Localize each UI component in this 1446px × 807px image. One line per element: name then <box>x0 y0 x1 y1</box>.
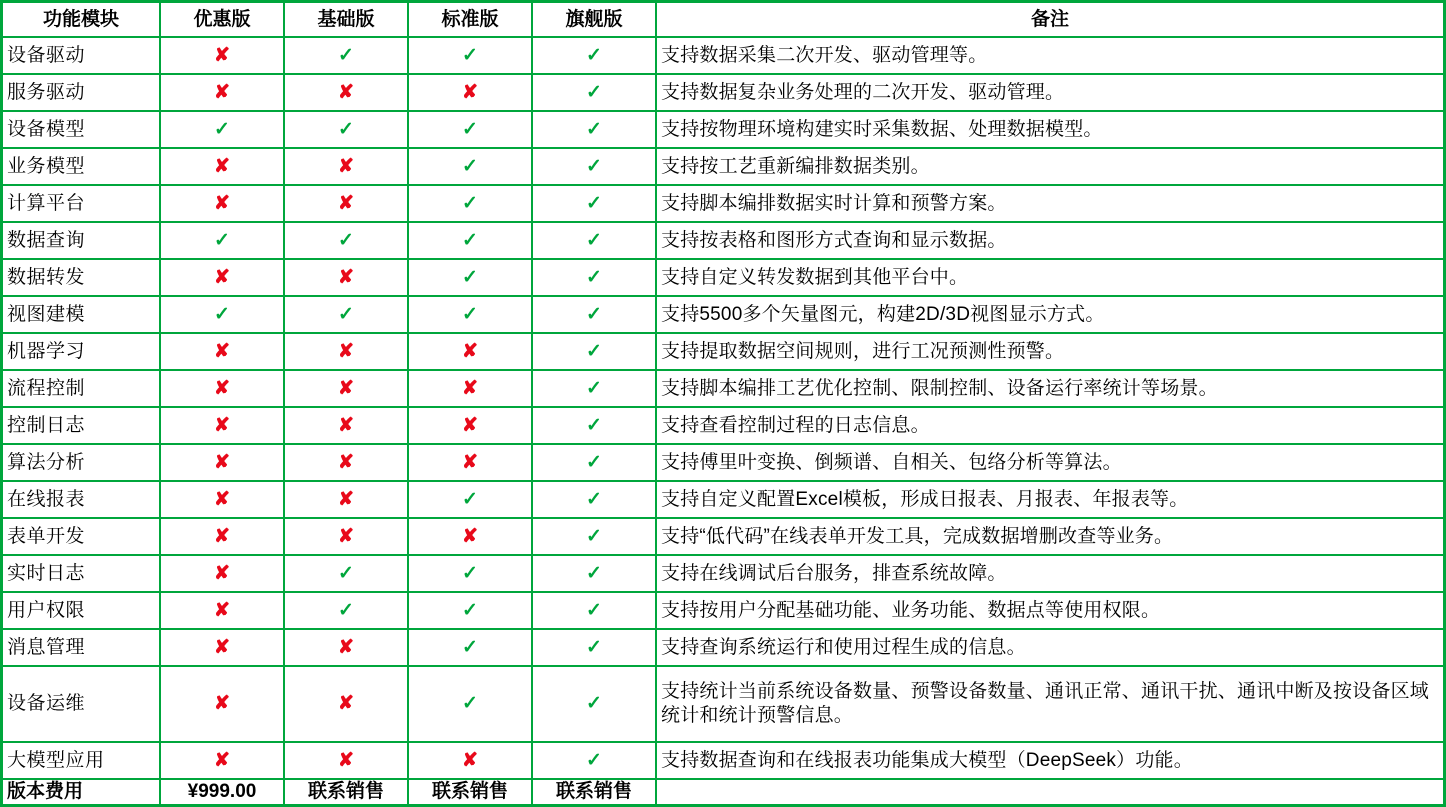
row-module-label: 数据转发 <box>2 259 161 296</box>
cross-icon <box>160 555 284 592</box>
row-module-label: 业务模型 <box>2 148 161 185</box>
check-icon <box>532 555 656 592</box>
check-glyph: ✓ <box>586 414 602 436</box>
cross-glyph: ✘ <box>214 192 230 214</box>
row-module-label: 在线报表 <box>2 481 161 518</box>
cross-glyph: ✘ <box>338 636 354 658</box>
check-icon <box>532 407 656 444</box>
row-module-label: 计算平台 <box>2 185 161 222</box>
check-icon <box>160 111 284 148</box>
cross-glyph: ✘ <box>214 266 230 288</box>
check-icon <box>532 222 656 259</box>
cross-icon <box>160 592 284 629</box>
row-note: 支持自定义转发数据到其他平台中。 <box>656 259 1445 296</box>
check-icon <box>408 592 532 629</box>
check-icon <box>408 666 532 742</box>
row-note: 支持查看控制过程的日志信息。 <box>656 407 1445 444</box>
cross-glyph: ✘ <box>214 451 230 473</box>
footer-price-2: 联系销售 <box>284 779 408 805</box>
check-glyph: ✓ <box>338 562 354 584</box>
check-glyph: ✓ <box>214 229 230 251</box>
cross-glyph: ✘ <box>338 749 354 771</box>
check-icon <box>408 111 532 148</box>
check-glyph: ✓ <box>586 451 602 473</box>
check-glyph: ✓ <box>462 562 478 584</box>
cross-glyph: ✘ <box>338 414 354 436</box>
row-module-label: 设备驱动 <box>2 37 161 74</box>
cross-glyph: ✘ <box>338 266 354 288</box>
cross-icon <box>408 518 532 555</box>
cross-glyph: ✘ <box>338 81 354 103</box>
cross-glyph: ✘ <box>214 525 230 547</box>
cross-glyph: ✘ <box>338 693 354 715</box>
cross-glyph: ✘ <box>338 451 354 473</box>
check-glyph: ✓ <box>214 118 230 140</box>
cross-icon <box>284 259 408 296</box>
row-module-label: 大模型应用 <box>2 742 161 779</box>
check-glyph: ✓ <box>462 44 478 66</box>
footer-note <box>656 779 1445 805</box>
check-glyph: ✓ <box>462 488 478 510</box>
footer-price-3: 联系销售 <box>408 779 532 805</box>
table-row <box>2 629 1445 666</box>
cross-icon <box>160 148 284 185</box>
cross-glyph: ✘ <box>214 340 230 362</box>
check-glyph: ✓ <box>586 693 602 715</box>
row-module-label: 消息管理 <box>2 629 161 666</box>
cross-icon <box>284 481 408 518</box>
cross-icon <box>160 37 284 74</box>
table-row <box>2 555 1445 592</box>
cross-glyph: ✘ <box>338 340 354 362</box>
cross-icon <box>160 407 284 444</box>
row-module-label: 控制日志 <box>2 407 161 444</box>
cross-icon <box>284 518 408 555</box>
table-row <box>2 259 1445 296</box>
check-icon <box>532 370 656 407</box>
row-note: 支持数据查询和在线报表功能集成大模型（DeepSeek）功能。 <box>656 742 1445 779</box>
cross-glyph: ✘ <box>214 693 230 715</box>
cross-icon <box>160 370 284 407</box>
cross-icon <box>160 185 284 222</box>
cross-icon <box>160 666 284 742</box>
cross-icon <box>284 742 408 779</box>
cross-icon <box>284 333 408 370</box>
row-module-label: 实时日志 <box>2 555 161 592</box>
cross-icon <box>160 742 284 779</box>
row-note: 支持脚本编排工艺优化控制、限制控制、设备运行率统计等场景。 <box>656 370 1445 407</box>
table-row <box>2 148 1445 185</box>
cross-icon <box>284 370 408 407</box>
row-note: 支持“低代码”在线表单开发工具，完成数据增删改查等业务。 <box>656 518 1445 555</box>
cross-icon <box>284 629 408 666</box>
cross-icon <box>284 74 408 111</box>
check-icon <box>532 444 656 481</box>
cross-glyph: ✘ <box>338 192 354 214</box>
cross-icon <box>408 742 532 779</box>
check-icon <box>408 481 532 518</box>
cross-glyph: ✘ <box>462 451 478 473</box>
row-module-label: 用户权限 <box>2 592 161 629</box>
cross-icon <box>160 74 284 111</box>
check-icon <box>532 185 656 222</box>
check-icon <box>284 37 408 74</box>
table-body <box>2 37 1445 779</box>
check-icon <box>532 629 656 666</box>
check-glyph: ✓ <box>586 377 602 399</box>
check-icon <box>408 259 532 296</box>
row-note: 支持按工艺重新编排数据类别。 <box>656 148 1445 185</box>
row-module-label: 数据查询 <box>2 222 161 259</box>
check-glyph: ✓ <box>586 525 602 547</box>
check-icon <box>532 333 656 370</box>
row-module-label: 服务驱动 <box>2 74 161 111</box>
check-icon <box>284 296 408 333</box>
table-row <box>2 592 1445 629</box>
footer-label: 版本费用 <box>2 779 161 805</box>
check-glyph: ✓ <box>462 192 478 214</box>
row-note: 支持按表格和图形方式查询和显示数据。 <box>656 222 1445 259</box>
check-icon <box>408 296 532 333</box>
check-glyph: ✓ <box>462 303 478 325</box>
row-note: 支持数据采集二次开发、驱动管理等。 <box>656 37 1445 74</box>
check-glyph: ✓ <box>586 562 602 584</box>
cross-glyph: ✘ <box>462 340 478 362</box>
table-row <box>2 407 1445 444</box>
check-icon <box>284 222 408 259</box>
check-icon <box>532 742 656 779</box>
table-row <box>2 518 1445 555</box>
check-glyph: ✓ <box>462 118 478 140</box>
footer-row <box>2 779 1445 805</box>
check-icon <box>408 555 532 592</box>
row-note: 支持数据复杂业务处理的二次开发、驱动管理。 <box>656 74 1445 111</box>
cross-glyph: ✘ <box>214 562 230 584</box>
table-header <box>2 2 1445 38</box>
header-row <box>2 2 1445 38</box>
check-glyph: ✓ <box>586 749 602 771</box>
check-icon <box>532 148 656 185</box>
cross-icon <box>160 444 284 481</box>
check-glyph: ✓ <box>338 229 354 251</box>
row-note: 支持在线调试后台服务，排查系统故障。 <box>656 555 1445 592</box>
check-glyph: ✓ <box>338 118 354 140</box>
row-module-label: 设备模型 <box>2 111 161 148</box>
table-row <box>2 74 1445 111</box>
row-module-label: 视图建模 <box>2 296 161 333</box>
cross-glyph: ✘ <box>462 749 478 771</box>
check-icon <box>408 148 532 185</box>
table-row <box>2 666 1445 742</box>
cross-icon <box>284 148 408 185</box>
table-row <box>2 481 1445 518</box>
cross-icon <box>284 407 408 444</box>
table-row <box>2 37 1445 74</box>
check-glyph: ✓ <box>462 599 478 621</box>
check-icon <box>408 37 532 74</box>
cross-icon <box>408 444 532 481</box>
row-note: 支持按物理环境构建实时采集数据、处理数据模型。 <box>656 111 1445 148</box>
check-glyph: ✓ <box>586 266 602 288</box>
header-cell-plan-1: 优惠版 <box>160 2 284 38</box>
check-icon <box>408 185 532 222</box>
footer-price-1: ¥999.00 <box>160 779 284 805</box>
cross-glyph: ✘ <box>338 525 354 547</box>
check-glyph: ✓ <box>586 44 602 66</box>
check-icon <box>532 518 656 555</box>
row-note: 支持按用户分配基础功能、业务功能、数据点等使用权限。 <box>656 592 1445 629</box>
row-note: 支持傅里叶变换、倒频谱、自相关、包络分析等算法。 <box>656 444 1445 481</box>
table-row <box>2 185 1445 222</box>
check-glyph: ✓ <box>586 229 602 251</box>
header-cell-plan-3: 标准版 <box>408 2 532 38</box>
cross-glyph: ✘ <box>338 377 354 399</box>
cross-icon <box>160 518 284 555</box>
row-note: 支持查询系统运行和使用过程生成的信息。 <box>656 629 1445 666</box>
check-glyph: ✓ <box>214 303 230 325</box>
check-glyph: ✓ <box>586 340 602 362</box>
cross-glyph: ✘ <box>338 155 354 177</box>
check-glyph: ✓ <box>462 155 478 177</box>
check-glyph: ✓ <box>338 599 354 621</box>
cross-icon <box>408 407 532 444</box>
cross-icon <box>408 74 532 111</box>
check-icon <box>532 666 656 742</box>
check-glyph: ✓ <box>338 303 354 325</box>
cross-glyph: ✘ <box>462 377 478 399</box>
header-cell-plan-4: 旗舰版 <box>532 2 656 38</box>
cross-glyph: ✘ <box>214 44 230 66</box>
check-glyph: ✓ <box>586 118 602 140</box>
check-glyph: ✓ <box>462 693 478 715</box>
table-footer <box>2 779 1445 805</box>
cross-glyph: ✘ <box>338 488 354 510</box>
cross-icon <box>160 629 284 666</box>
check-glyph: ✓ <box>586 488 602 510</box>
cross-icon <box>160 481 284 518</box>
check-icon <box>160 222 284 259</box>
cross-icon <box>160 259 284 296</box>
check-icon <box>160 296 284 333</box>
cross-glyph: ✘ <box>214 599 230 621</box>
row-module-label: 算法分析 <box>2 444 161 481</box>
check-glyph: ✓ <box>462 229 478 251</box>
cross-icon <box>284 666 408 742</box>
cross-glyph: ✘ <box>214 377 230 399</box>
table-row <box>2 296 1445 333</box>
cross-icon <box>160 333 284 370</box>
check-icon <box>532 296 656 333</box>
check-glyph: ✓ <box>586 636 602 658</box>
cross-icon <box>284 185 408 222</box>
check-icon <box>532 592 656 629</box>
table-row <box>2 111 1445 148</box>
check-icon <box>532 37 656 74</box>
row-module-label: 流程控制 <box>2 370 161 407</box>
footer-price-4: 联系销售 <box>532 779 656 805</box>
check-icon <box>284 111 408 148</box>
check-icon <box>284 592 408 629</box>
row-note: 支持5500多个矢量图元，构建2D/3D视图显示方式。 <box>656 296 1445 333</box>
cross-glyph: ✘ <box>214 749 230 771</box>
table-row <box>2 222 1445 259</box>
check-icon <box>408 629 532 666</box>
cross-icon <box>408 370 532 407</box>
table-row <box>2 370 1445 407</box>
check-glyph: ✓ <box>586 155 602 177</box>
check-icon <box>284 555 408 592</box>
cross-glyph: ✘ <box>462 525 478 547</box>
check-glyph: ✓ <box>338 44 354 66</box>
check-icon <box>532 259 656 296</box>
cross-icon <box>408 333 532 370</box>
row-module-label: 机器学习 <box>2 333 161 370</box>
check-glyph: ✓ <box>462 266 478 288</box>
cross-glyph: ✘ <box>214 414 230 436</box>
check-glyph: ✓ <box>586 192 602 214</box>
cross-icon <box>284 444 408 481</box>
check-glyph: ✓ <box>462 636 478 658</box>
table-row <box>2 444 1445 481</box>
cross-glyph: ✘ <box>214 155 230 177</box>
check-glyph: ✓ <box>586 599 602 621</box>
row-module-label: 表单开发 <box>2 518 161 555</box>
check-icon <box>532 74 656 111</box>
cross-glyph: ✘ <box>214 488 230 510</box>
row-note: 支持自定义配置Excel模板，形成日报表、月报表、年报表等。 <box>656 481 1445 518</box>
check-icon <box>532 481 656 518</box>
header-cell-plan-2: 基础版 <box>284 2 408 38</box>
row-note: 支持统计当前系统设备数量、预警设备数量、通讯正常、通讯干扰、通讯中断及按设备区域统计和统计预警信息。 <box>656 666 1445 742</box>
check-icon <box>408 222 532 259</box>
table-row <box>2 742 1445 779</box>
check-glyph: ✓ <box>586 81 602 103</box>
cross-glyph: ✘ <box>214 81 230 103</box>
row-note: 支持脚本编排数据实时计算和预警方案。 <box>656 185 1445 222</box>
row-module-label: 设备运维 <box>2 666 161 742</box>
cross-glyph: ✘ <box>214 636 230 658</box>
check-icon <box>532 111 656 148</box>
cross-glyph: ✘ <box>462 414 478 436</box>
header-cell-note: 备注 <box>656 2 1445 38</box>
row-note: 支持提取数据空间规则，进行工况预测性预警。 <box>656 333 1445 370</box>
header-cell-module: 功能模块 <box>2 2 161 38</box>
check-glyph: ✓ <box>586 303 602 325</box>
table-row <box>2 333 1445 370</box>
cross-glyph: ✘ <box>462 81 478 103</box>
